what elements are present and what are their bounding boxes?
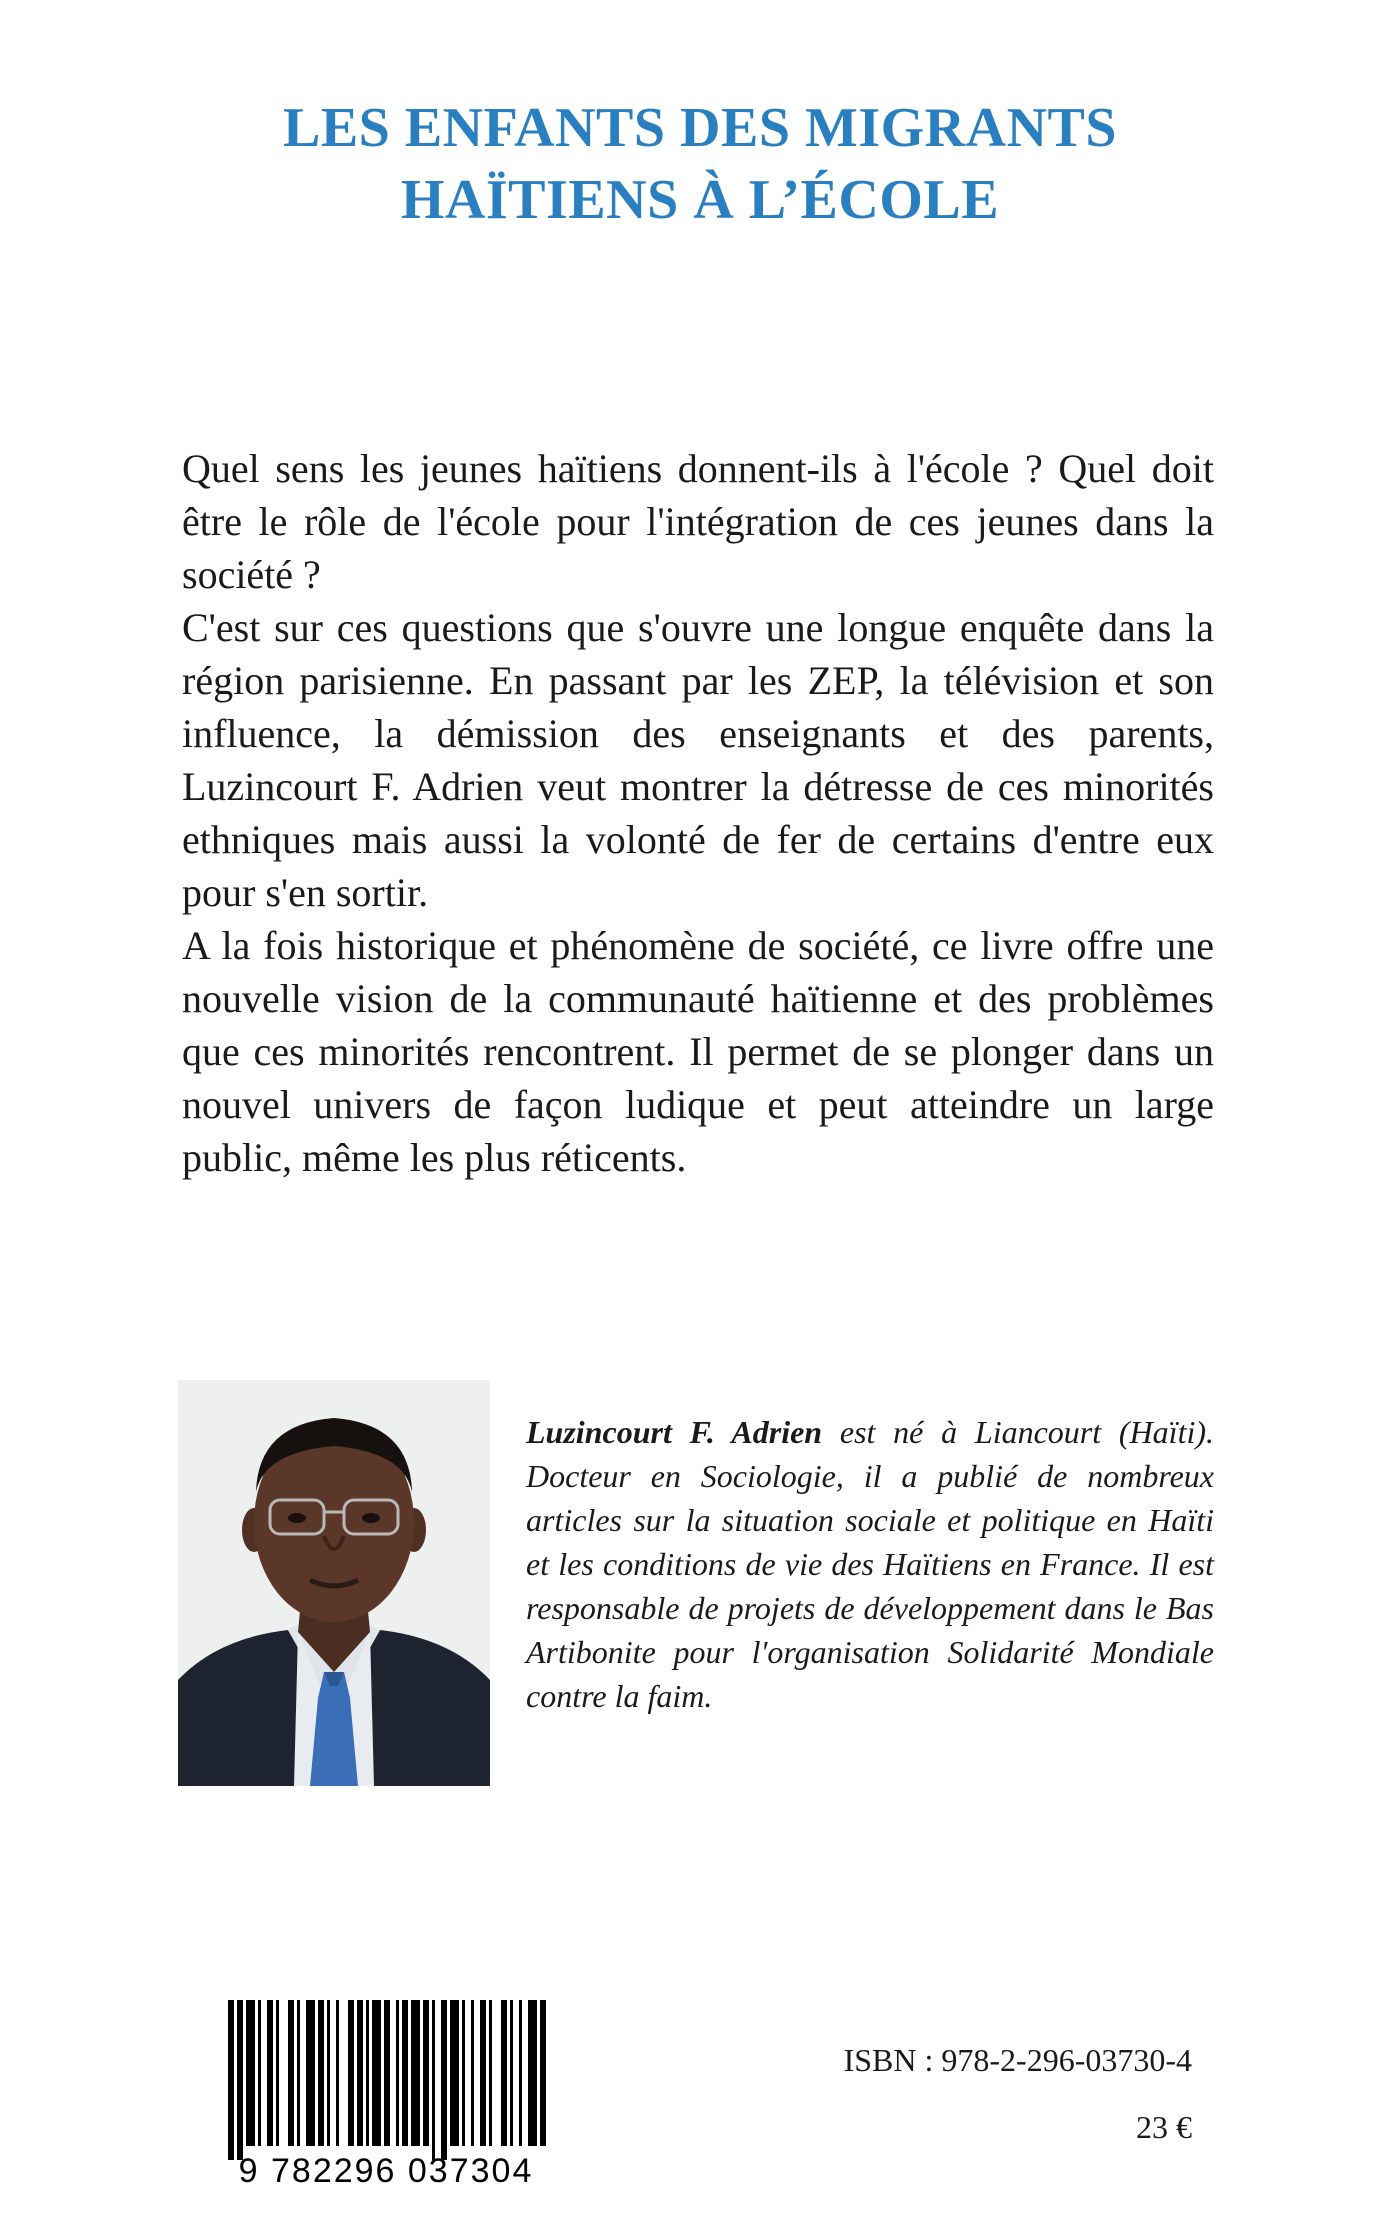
barcode-bar <box>267 2000 273 2146</box>
barcode-bar <box>246 2000 255 2146</box>
barcode-bar <box>489 2000 492 2146</box>
barcode-bar <box>384 2000 390 2146</box>
barcode-bar <box>540 2000 546 2146</box>
barcode-digits: 9 782296 037304 <box>238 2152 534 2188</box>
author-photo <box>178 1380 490 1786</box>
barcode-bar <box>510 2000 513 2146</box>
barcode-bar <box>402 2000 408 2146</box>
summary-paragraph-3: A la fois historique et phénomène de société, ce livre offre une nouvelle vision de la communauté haïtienne et des problèmes que ces minorités rencontrent. Il permet de se plonger dans un nouvel univers de façon ludique et peut atteindre un large public, même les plus réticents. <box>182 923 1214 1180</box>
isbn-barcode <box>214 2000 558 2188</box>
author-bio-text: est né à Liancourt (Haïti). Docteur en Sociologie, il a publié de nombreux articles sur la situation sociale et politique en Haïti et les conditions de vie des Haïtiens en France. Il est responsable de projets de développement dans le Bas Artibonite pour l'organisation Solidarité Mondiale contre la faim. <box>526 1414 1215 1714</box>
summary-paragraph-1: Quel sens les jeunes haïtiens donnent-ils à l'école ? Quel doit être le rôle de l'école pour l'intégration de ces jeunes dans la société ? <box>182 446 1214 597</box>
book-title-line-2: HAÏTIENS À L’ÉCOLE <box>400 169 1000 231</box>
barcode-bar <box>237 2000 243 2160</box>
barcode-bar <box>411 2000 420 2146</box>
barcode-bar <box>327 2000 330 2146</box>
summary-paragraph-2: C'est sur ces questions que s'ouvre une longue enquête dans la région parisienne. En passant par les ZEP, la télévision et son influence, la démission des enseignants et des parents, Luzincourt F. Adrien veut montrer la détresse de ces minorités ethniques mais aussi la volonté de fer de certains d'entre eux pour s'en sortir. <box>182 605 1214 915</box>
author-name: Luzincourt F. Adrien <box>526 1414 823 1450</box>
barcode-bar <box>528 2000 537 2146</box>
barcode-bar <box>471 2000 474 2146</box>
barcode-bar <box>450 2000 459 2146</box>
author-portrait-illustration <box>178 1380 490 1786</box>
barcode-bar <box>336 2000 339 2146</box>
barcode-bar <box>372 2000 381 2146</box>
barcode-bar <box>348 2000 354 2146</box>
barcode-bar <box>396 2000 399 2146</box>
barcode-bar <box>306 2000 315 2146</box>
barcode-bar <box>366 2000 369 2146</box>
barcode-bar <box>297 2000 300 2146</box>
barcode-bar <box>276 2000 279 2146</box>
barcode-bar <box>288 2000 294 2146</box>
author-bio <box>526 1410 1214 1718</box>
barcode-graphic <box>214 2000 558 2188</box>
book-title <box>0 92 1400 236</box>
barcode-bar <box>501 2000 507 2146</box>
barcode-bar <box>519 2000 522 2146</box>
barcode-bar <box>258 2000 261 2146</box>
barcode-bar <box>423 2000 429 2146</box>
price: 23 € <box>1136 2109 1192 2145</box>
barcode-bar <box>228 2000 234 2160</box>
book-summary <box>182 442 1214 1184</box>
barcode-bar <box>462 2000 465 2146</box>
isbn-number: ISBN : 978-2-296-03730-4 <box>843 2042 1192 2078</box>
barcode-bar <box>357 2000 363 2146</box>
barcode-bar <box>480 2000 486 2146</box>
barcode-bar <box>318 2000 324 2146</box>
barcode-bar <box>441 2000 447 2160</box>
book-title-line-1: LES ENFANTS DES MIGRANTS <box>282 97 1118 159</box>
barcode-bar <box>432 2000 435 2160</box>
